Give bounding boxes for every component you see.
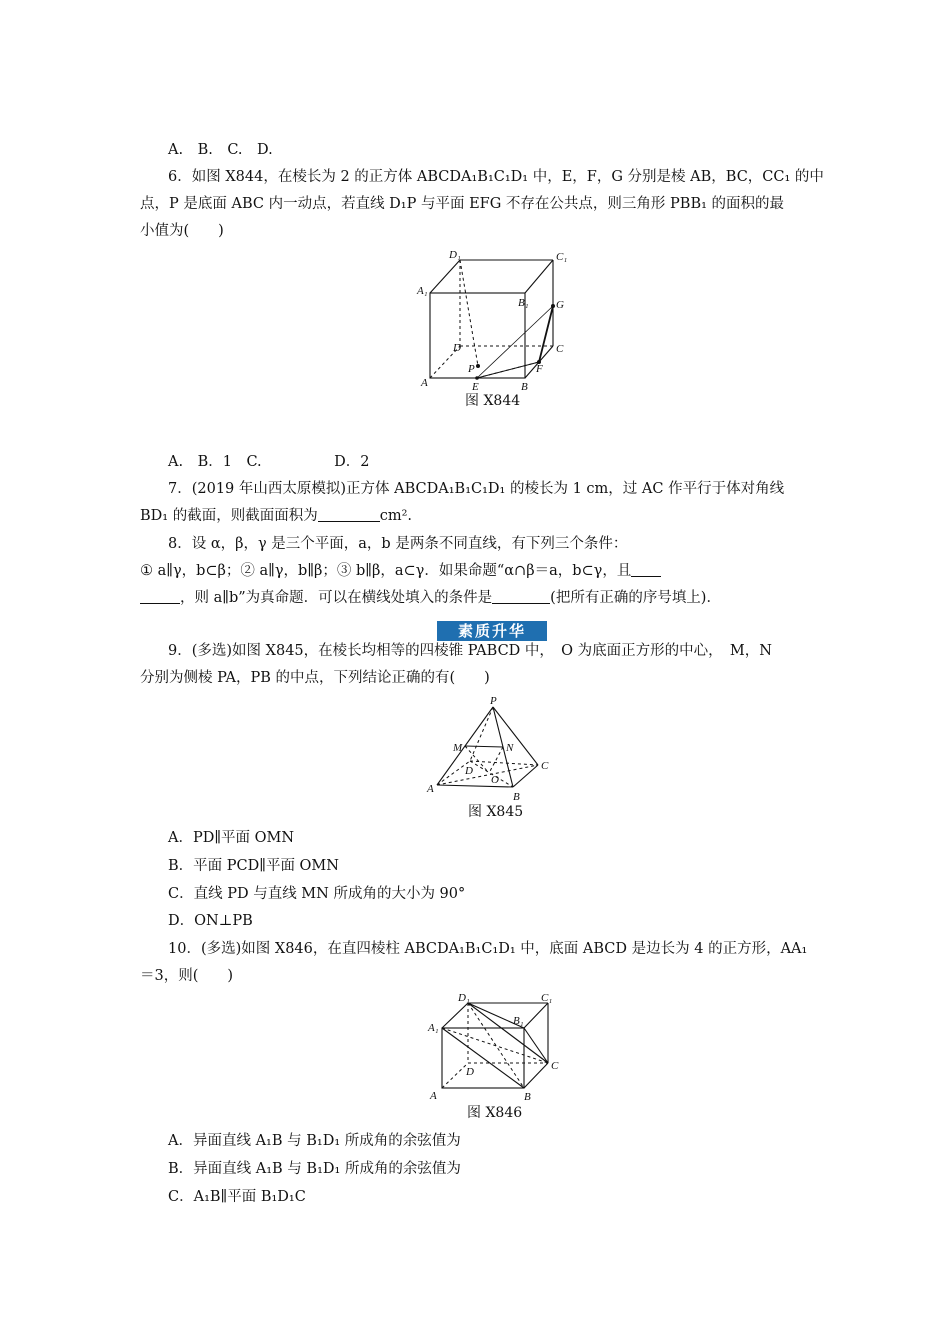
q9-line1: 9．(多选)如图 X845，在棱长均相等的四棱锥 PABCD 中， O 为底面正方形的中心， M，N bbox=[168, 643, 772, 659]
label-o: O bbox=[491, 774, 499, 786]
label-b1: B₁ bbox=[513, 1015, 524, 1027]
label-n: N bbox=[506, 742, 514, 754]
q7-line2-unit: cm². bbox=[379, 508, 412, 524]
label-b: B bbox=[521, 381, 528, 393]
q9-option-b: B．平面 PCD∥平面 OMN bbox=[168, 858, 339, 874]
figure-x844-caption: 图 X844 bbox=[465, 393, 521, 409]
label-p: P bbox=[468, 363, 475, 375]
label-m: M bbox=[453, 742, 463, 754]
label-d: D bbox=[466, 1066, 474, 1078]
label-c: C bbox=[556, 343, 564, 355]
label-a1: A₁ bbox=[417, 285, 428, 297]
section-banner: 素质升华 bbox=[437, 621, 547, 641]
q8-line2-text: ① a∥γ，b⊂β；② a∥γ，b∥β；③ b∥β，a⊂γ．如果命题“α∩β＝a，b⊂γ，且 bbox=[140, 563, 632, 579]
q5-options: A. B. C. D. bbox=[168, 142, 273, 158]
label-a: A bbox=[421, 377, 428, 389]
q10-option-a: A．异面直线 A₁B 与 B₁D₁ 所成角的余弦值为 bbox=[168, 1133, 461, 1149]
label-d1: D₁ bbox=[449, 249, 461, 261]
figure-x845-caption: 图 X845 bbox=[468, 804, 524, 820]
label-c: C bbox=[551, 1060, 559, 1072]
q6-line1: 6．如图 X844，在棱长为 2 的正方体 ABCDA₁B₁C₁D₁ 中，E，F，G 分别是棱 AB，BC，CC₁ 的中 bbox=[168, 169, 824, 185]
label-d: D bbox=[465, 765, 473, 777]
label-g: G bbox=[556, 299, 564, 311]
label-a: A bbox=[430, 1090, 437, 1102]
figure-x846-caption: 图 X846 bbox=[467, 1105, 523, 1121]
q10-line1: 10．(多选)如图 X846，在直四棱柱 ABCDA₁B₁C₁D₁ 中，底面 ABCD 是边长为 4 的正方形，AA₁ bbox=[168, 941, 808, 957]
q7-line1: 7．(2019 年山西太原模拟)正方体 ABCDA₁B₁C₁D₁ 的棱长为 1 cm，过 AC 作平行于体对角线 bbox=[168, 481, 785, 497]
label-c1: C₁ bbox=[541, 993, 553, 1004]
label-d: D bbox=[453, 342, 461, 354]
label-c1: C₁ bbox=[556, 251, 568, 263]
label-e: E bbox=[472, 381, 479, 393]
q10-option-c: C．A₁B∥平面 B₁D₁C bbox=[168, 1189, 306, 1205]
label-c: C bbox=[541, 760, 549, 772]
q8-line3-text: ，则 a∥b”为真命题．可以在横线处填入的条件是 bbox=[180, 590, 493, 606]
q9-option-a: A．PD∥平面 OMN bbox=[168, 830, 295, 846]
q7-answer-blank[interactable] bbox=[318, 507, 380, 522]
q8-line3-tail: (把所有正确的序号填上)． bbox=[550, 590, 721, 606]
label-b1: B₁ bbox=[518, 297, 529, 309]
q8-condition-blank-start[interactable] bbox=[631, 562, 661, 577]
q8-line2 bbox=[140, 561, 820, 581]
q8-line1: 8．设 α，β，γ 是三个平面，a，b 是两条不同直线，有下列三个条件： bbox=[168, 536, 628, 552]
q6-line3: 小值为( ) bbox=[140, 223, 224, 239]
figure-x846-prism bbox=[420, 993, 570, 1103]
q9-line2: 分别为侧棱 PA，PB 的中点，下列结论正确的有( ) bbox=[140, 670, 490, 686]
q8-line3 bbox=[140, 588, 820, 608]
label-f: F bbox=[536, 363, 543, 375]
q6-options: A. B．1 C. D．2 bbox=[168, 454, 370, 470]
label-b: B bbox=[513, 791, 520, 803]
label-a1: A₁ bbox=[428, 1022, 439, 1034]
q10-option-b: B．异面直线 A₁B 与 B₁D₁ 所成角的余弦值为 bbox=[168, 1161, 461, 1177]
q9-option-d: D．ON⊥PB bbox=[168, 913, 253, 929]
q10-line2: ＝3，则( ) bbox=[140, 968, 234, 984]
label-b: B bbox=[524, 1091, 531, 1103]
q7-line2 bbox=[140, 506, 820, 526]
q7-line2-text: BD₁ 的截面，则截面面积为 bbox=[140, 508, 318, 524]
q6-line2: 点，P 是底面 ABC 内一动点，若直线 D₁P 与平面 EFG 不存在公共点，则三角形 PBB₁ 的面积的最 bbox=[140, 196, 785, 212]
figure-x845-pyramid bbox=[425, 695, 565, 805]
figure-x844-cube bbox=[415, 248, 575, 396]
label-p: P bbox=[490, 695, 497, 707]
q9-option-c: C．直线 PD 与直线 MN 所成角的大小为 90° bbox=[168, 886, 466, 902]
q8-answer-blank[interactable] bbox=[492, 589, 550, 604]
label-d1: D₁ bbox=[458, 993, 470, 1004]
label-a: A bbox=[427, 783, 434, 795]
q8-condition-blank-end[interactable] bbox=[140, 589, 180, 604]
